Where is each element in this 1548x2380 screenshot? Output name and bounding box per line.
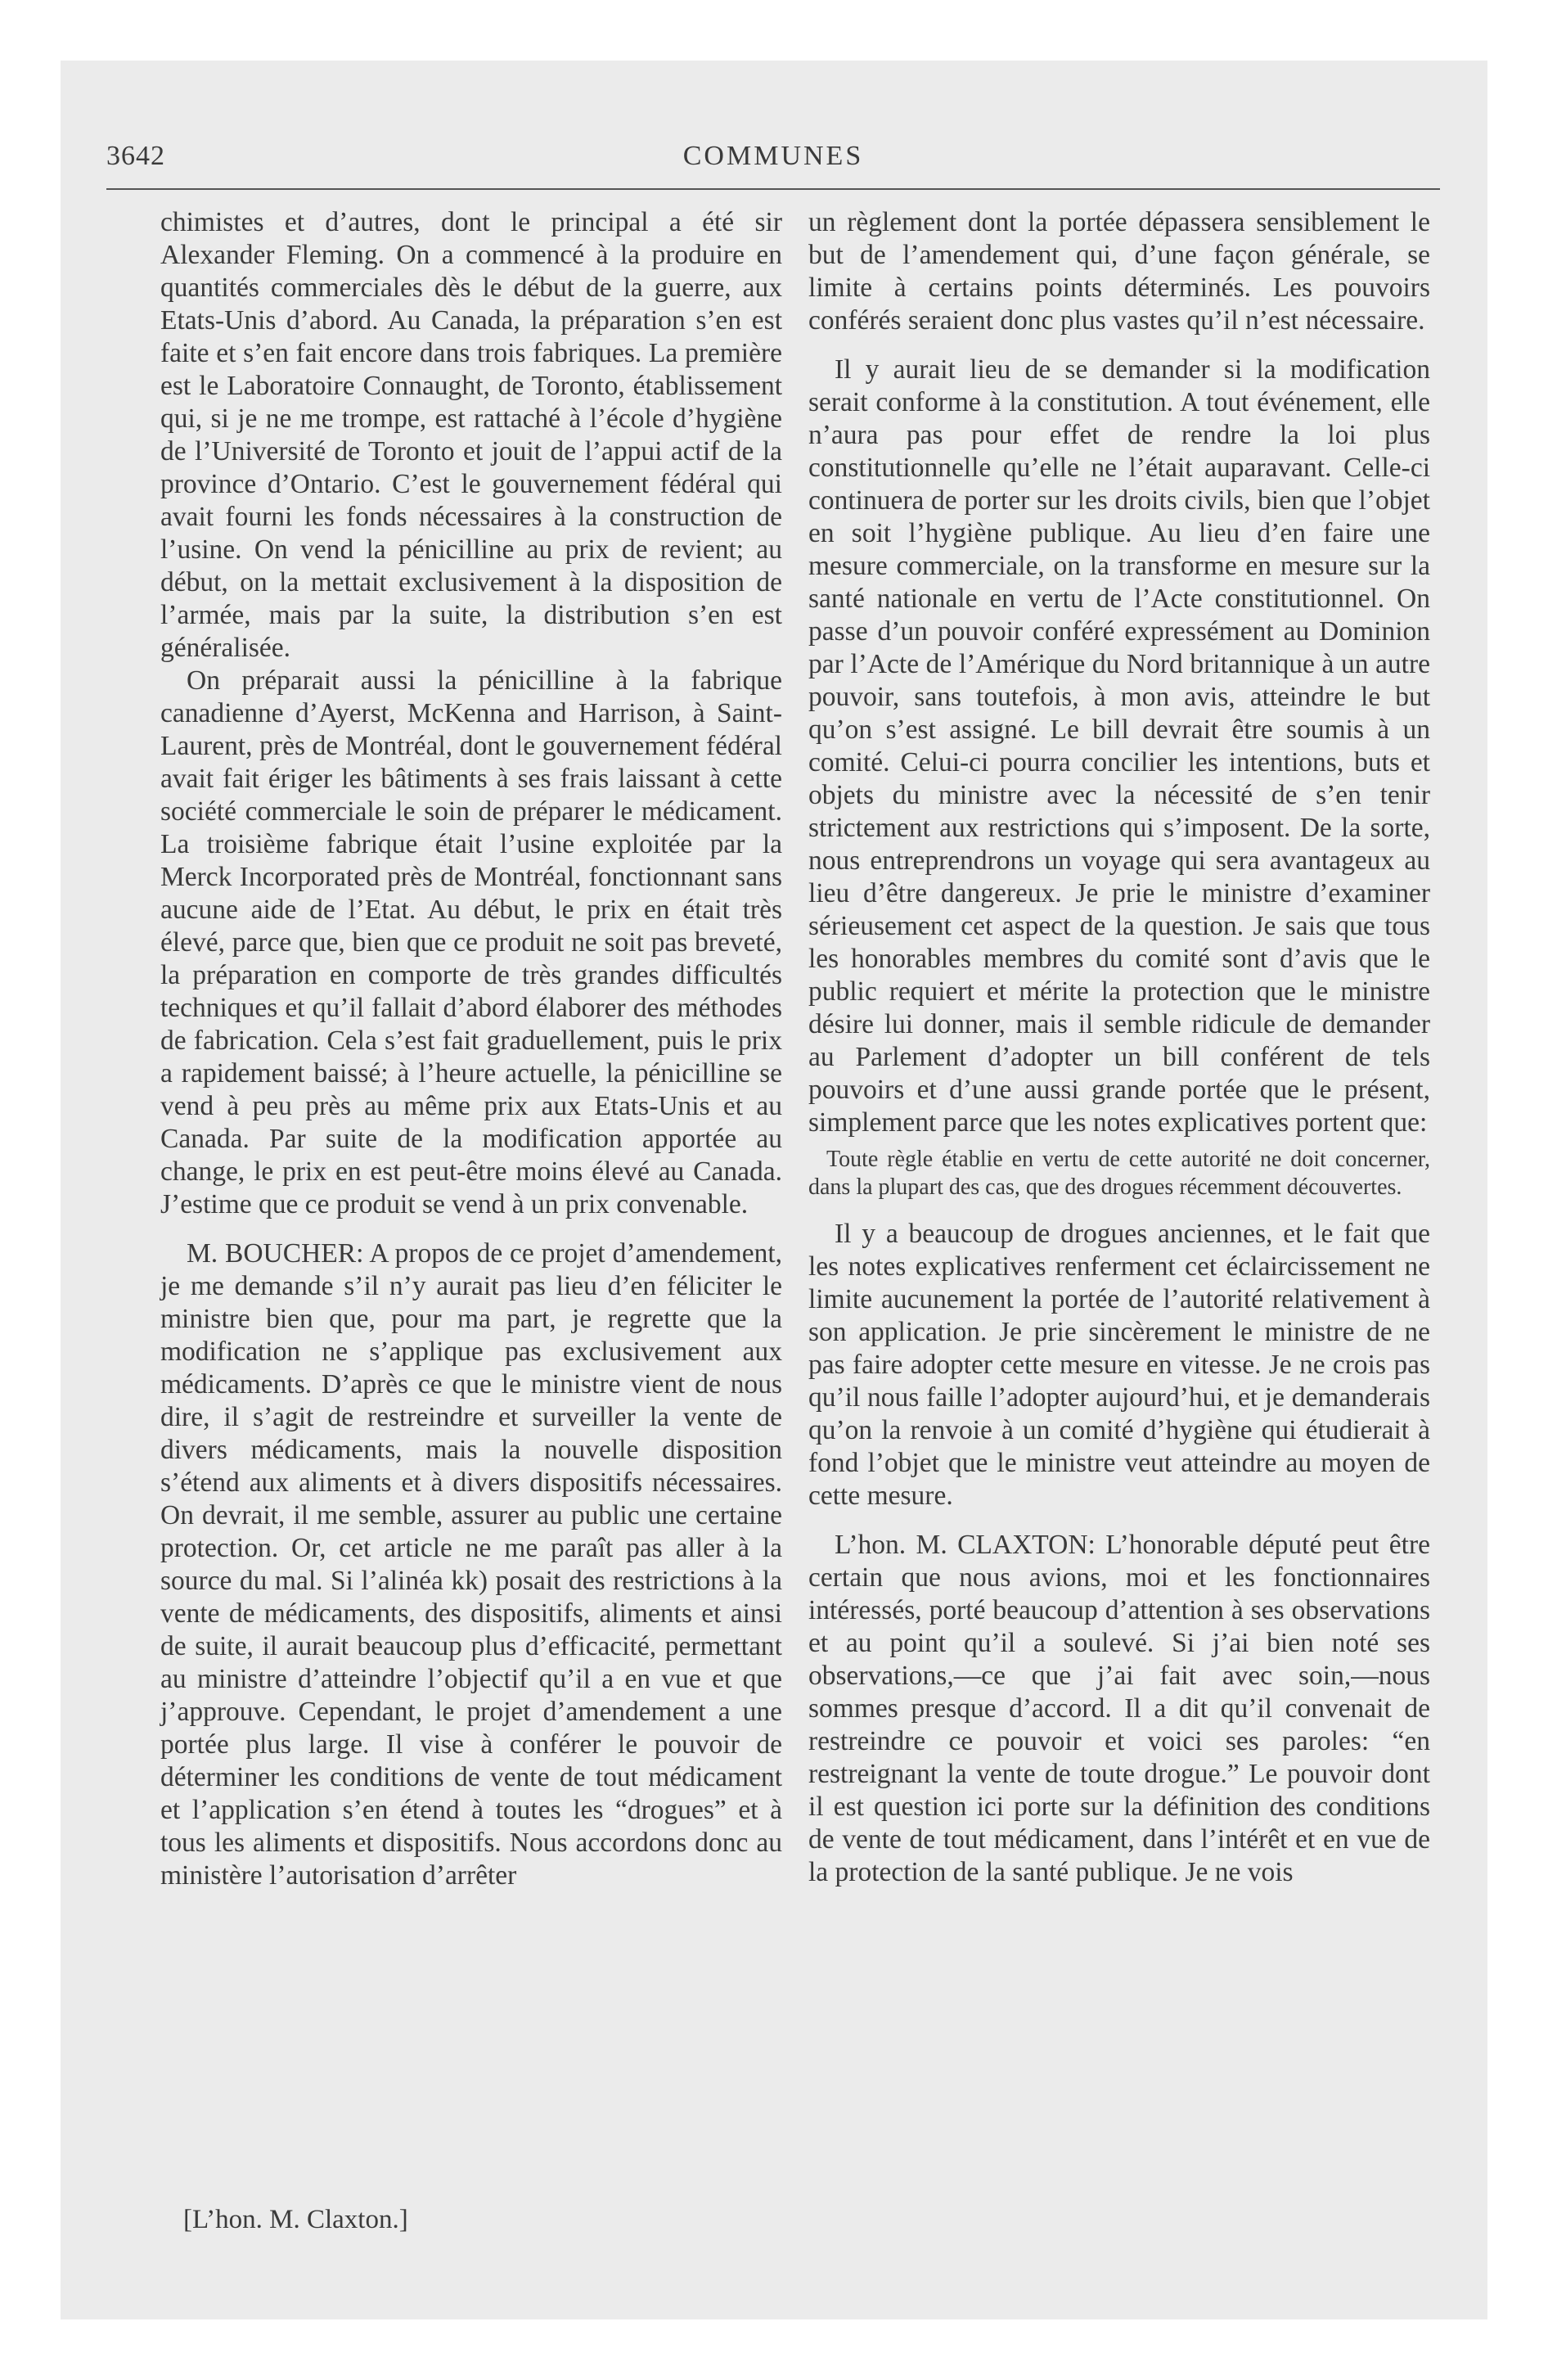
quotation: Toute règle établie en vertu de cette autorité ne doit concerner, dans la plupart des cas, que des drogues récemment découvertes. bbox=[808, 1147, 1430, 1200]
paragraph: Il y aurait lieu de se demander si la modification serait conforme à la constitution. A tout événement, elle n’aura pas pour effet de rendre la loi plus constitutionnelle qu’elle ne l’était auparavant. Celle-ci continuera de porter sur les droits civils, bien que l’objet en soit l’hygiène publique. Au lieu d’en faire une mesure commerciale, on la transforme en mesure sur la santé nationale en vertu de l’Acte constitutionnel. On passe d’un pouvoir conféré expressément au Dominion par l’Acte de l’Amérique du Nord britannique à un autre pouvoir, sans toutefois, à mon avis, atteindre le but qu’on s’est assigné. Le bill devrait être soumis à un comité. Celui-ci pourra concilier les intentions, buts et objets du ministre avec la nécessité de s’en tenir strictement aux restrictions qui s’imposent. De la sorte, nous entreprendrons un voyage qui sera avantageux au lieu d’être dangereux. Je prie le ministre d’examiner sérieusement cet aspect de la question. Je sais que tous les honorables membres du comité sont d’avis que le public requiert et mérite la protection que le ministre désire lui donner, mais il semble ridicule de demander au Parlement d’adopter un bill conférent de tels pouvoirs et d’une aussi grande portée que le présent, simplement parce que les notes explicatives portent que: bbox=[808, 354, 1430, 1138]
running-head: COMMUNES bbox=[682, 141, 864, 171]
paragraph: chimistes et d’autres, dont le principal a été sir Alexander Fleming. On a commencé à la produire en quantités commerciales dès le début de la guerre, aux Etats-Unis d’abord. Au Canada, la préparation s’en est faite et s’en fait encore dans trois fabriques. La première est le Laboratoire Connaught, de Toronto, établissement qui, si je ne me trompe, est rattaché à l’école d’hygiène de l’Université de Toronto et jouit de l’appui actif de la province d’Ontario. C’est le gouvernement fédéral qui avait fourni les fonds nécessaires à la construction de l’usine. On vend la pénicilline au prix de revient; au début, on la mettait exclusivement à la disposition de l’armée, mais par la suite, la distribution s’en est généralisée. bbox=[160, 207, 782, 663]
page-number: 3642 bbox=[106, 141, 165, 171]
header-rule bbox=[106, 188, 1440, 190]
page-header bbox=[106, 131, 1440, 180]
paragraph: Il y a beaucoup de drogues anciennes, et le fait que les notes explicatives renferment cet éclaircissement ne limite aucunement la portée de l’autorité relativement à son application. Je prie sincèrement le ministre de ne pas faire adopter cette mesure en vitesse. Je ne crois pas qu’il nous faille l’adopter aujourd’hui, et je demanderais qu’on la renvoie à un comité d’hygiène qui étudierait à fond l’objet que le ministre veut atteindre au moyen de cette mesure. bbox=[808, 1219, 1430, 1511]
paragraph: un règlement dont la portée dépassera sensiblement le but de l’amendement qui, d’une façon générale, se limite à certains points déterminés. Les pouvoirs conférés seraient donc plus vastes qu’il n’est nécessaire. bbox=[808, 207, 1430, 336]
paragraph: M. BOUCHER: A propos de ce projet d’amendement, je me demande s’il n’y aurait pas lieu d’en féliciter le ministre bien que, pour ma part, je regrette que la modification ne s’applique pas exclusivement aux médicaments. D’après ce que le ministre vient de nous dire, il s’agit de restreindre et surveiller la vente de divers médicaments, mais la nouvelle disposition s’étend aux aliments et à divers dispositifs nécessaires. On devrait, il me semble, assurer au public une certaine protection. Or, cet article ne me paraît pas aller à la source du mal. Si l’alinéa kk) posait des restrictions à la vente de médicaments, des dispositifs, aliments et ainsi de suite, il aurait beaucoup plus d’efficacité, permettant au ministre d’atteindre l’objectif qu’il a en vue et que j’approuve. Cependant, le projet d’amendement a une portée plus large. Il vise à conférer le pouvoir de déterminer les conditions de vente de tout médicament et l’application s’en étend à toutes les “drogues” et à tous les aliments et dispositifs. Nous accordons donc au ministère l’autorisation d’arrêter bbox=[160, 1238, 782, 1891]
speaker-footer: [L’hon. M. Claxton.] bbox=[183, 2205, 408, 2234]
left-column bbox=[160, 206, 782, 1892]
right-column bbox=[808, 206, 1430, 1889]
paragraph: On préparait aussi la pénicilline à la fabrique canadienne d’Ayerst, McKenna and Harrison, à Saint-Laurent, près de Montréal, dont le gouvernement fédéral avait fait ériger les bâtiments à ses frais laissant à cette société commerciale le soin de préparer le médicament. La troisième fabrique était l’usine exploitée par la Merck Incorporated près de Montréal, fonctionnant sans aucune aide de l’Etat. Au début, le prix en était très élevé, parce que, bien que ce produit ne soit pas breveté, la préparation en comporte de très grandes difficultés techniques et qu’il fallait d’abord élaborer des méthodes de fabrication. Cela s’est fait graduellement, puis le prix a rapidement baissé; à l’heure actuelle, la pénicilline se vend à peu près au même prix aux Etats-Unis et au Canada. Par suite de la modification apportée au change, le prix en est peut-être moins élevé au Canada. J’estime que ce produit se vend à un prix convenable. bbox=[160, 665, 782, 1219]
paragraph: L’hon. M. CLAXTON: L’honorable député peut être certain que nous avions, moi et les fonctionnaires intéressés, porté beaucoup d’attention à ses observations et au point qu’il a soulevé. Si j’ai bien noté ses observations,—ce que j’ai fait avec soin,—nous sommes presque d’accord. Il a dit qu’il convenait de restreindre ce pouvoir et voici ses paroles: “en restreignant la vente de toute drogue.” Le pouvoir dont il est question ici porte sur la définition des conditions de vente de tout médicament, dans l’intérêt et en vue de la protection de la santé publique. Je ne vois bbox=[808, 1530, 1430, 1887]
